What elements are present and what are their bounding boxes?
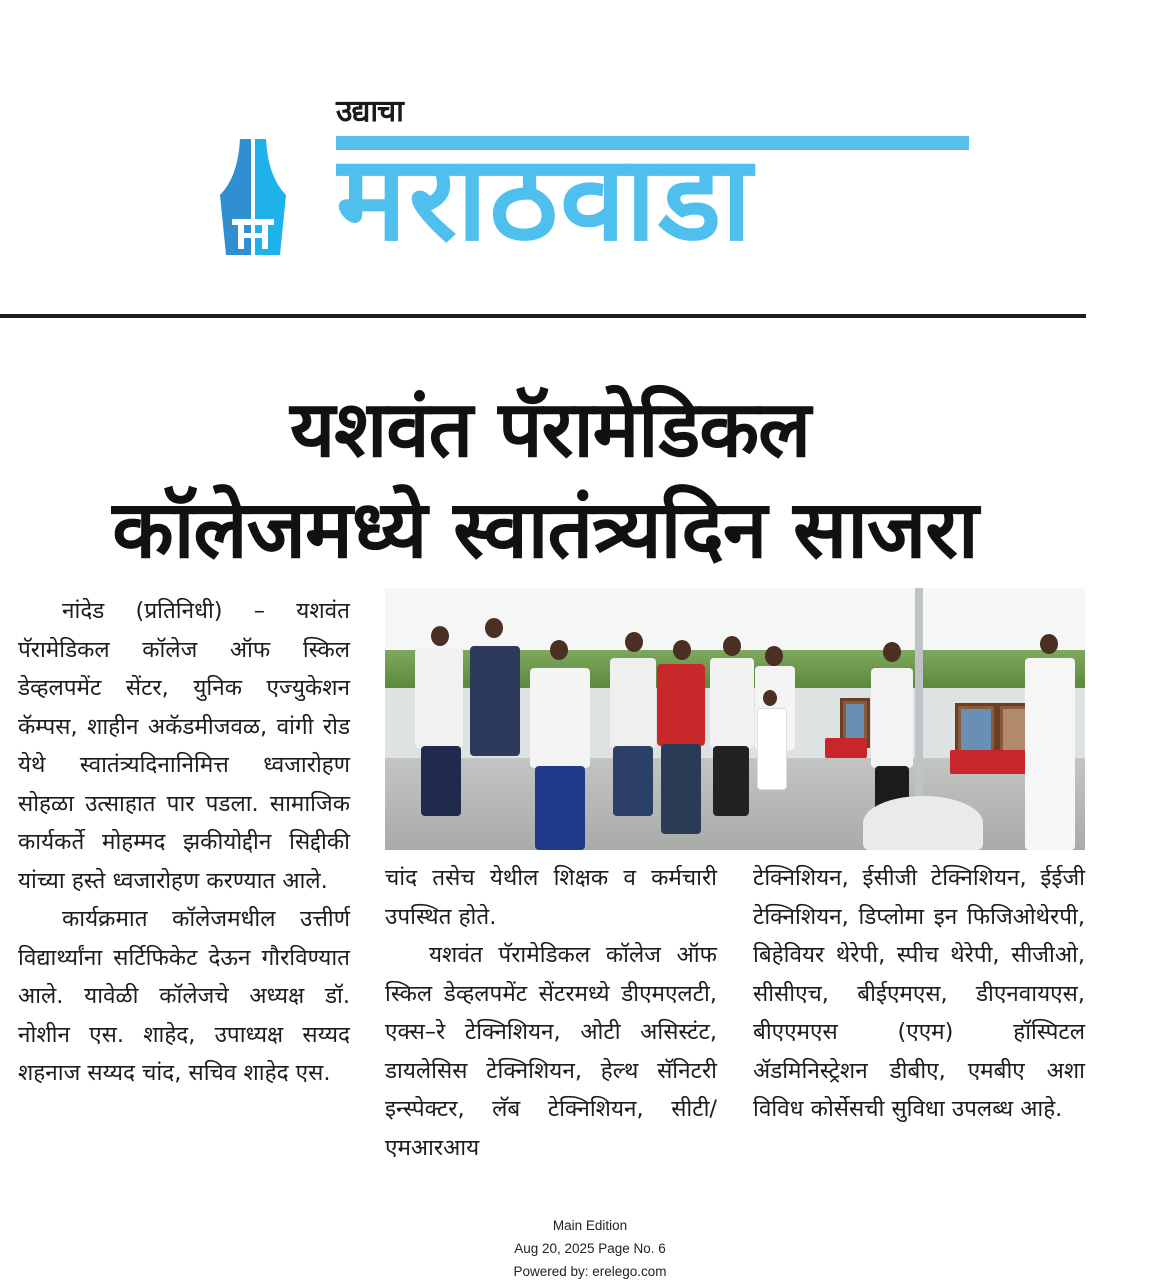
- photo-person: [871, 668, 913, 768]
- photo-person-trousers: [535, 766, 585, 850]
- photo-person: [415, 648, 463, 748]
- photo-child-head: [763, 690, 777, 706]
- article-paragraph: चांद तसेच येथील शिक्षक व कर्मचारी उपस्थित होते.: [385, 865, 717, 930]
- article-column-1: [18, 592, 350, 1093]
- photo-person-head: [723, 636, 741, 656]
- photo-person: [657, 664, 705, 746]
- photo-person-head: [673, 640, 691, 660]
- photo-person-trousers: [613, 746, 653, 816]
- photo-person-trousers: [713, 746, 749, 816]
- photo-person-head: [485, 618, 503, 638]
- photo-person-head: [550, 640, 568, 660]
- photo-person-head: [883, 642, 901, 662]
- photo-flag-pole: [915, 588, 923, 818]
- photo-person-trousers: [421, 746, 461, 816]
- photo-person-head: [431, 626, 449, 646]
- pen-nib-logo-icon: [218, 137, 288, 262]
- photo-person-head: [765, 646, 783, 666]
- edition-label: Main Edition: [552, 1218, 628, 1233]
- headline-line-1: यशवंत पॅरामेडिकल: [289, 385, 811, 475]
- article-paragraph: कार्यक्रमात कॉलेजमधील उत्तीर्ण विद्यार्थ्यांना सर्टिफिकेट देऊन गौरविण्यात आले. यावेळी कॉलेजचे अध्यक्ष डॉ. नोशीन एस. शाहेद, उपाध्यक्ष सय्यद शहनाज सय्यद चांद, सचिव शाहेद एस.: [18, 906, 350, 1086]
- photo-person-head: [625, 632, 643, 652]
- newspaper-brand-name: मराठवाडा: [336, 136, 754, 260]
- photo-red-chair: [825, 738, 867, 758]
- photo-person-head: [1040, 634, 1058, 654]
- date-page-label: Aug 20, 2025 Page No. 6: [514, 1241, 666, 1256]
- powered-by-label: Powered by: erelego.com: [513, 1264, 667, 1279]
- photo-person: [610, 658, 656, 748]
- article-paragraph: टेक्निशियन, ईसीजी टेक्निशियन, ईईजी टेक्निशियन, डिप्लोमा इन फिजिओथेरपी, बिहेवियर थेरेपी, स्पीच थेरेपी, सीजीओ, सीसीएच, बीईएमएस, डीएनवायएस, बीएएमएस (एएम) हॉस्पिटल ॲडमिनिस्ट्रेशन डीबीए, एमबीए अशा विविध कोर्सेसची सुविधा उपलब्ध आहे.: [753, 865, 1085, 1122]
- article-paragraph: यशवंत पॅरामेडिकल कॉलेज ऑफ स्किल डेव्हलपमेंट सेंटरमध्ये डीएमएलटी, एक्स–रे टेक्निशियन, ओटी असिस्टंट, डायलेसिस टेक्निशियन, हेल्थ सॅनिटरी इन्स्पेक्टर, लॅब टेक्निशियन, सीटी/एमआरआय: [385, 942, 717, 1161]
- photo-person: [470, 646, 520, 756]
- article-headline: [0, 380, 1100, 580]
- masthead-divider: [0, 314, 1086, 318]
- masthead: [0, 0, 1174, 320]
- article-column-2: [385, 859, 717, 1167]
- article-paragraph: नांदेड (प्रतिनिधी) – यशवंत पॅरामेडिकल कॉलेज ऑफ स्किल डेव्हलपमेंट सेंटर, युनिक एज्युकेशन कॅम्पस, शाहीन अकॅडमीजवळ, वांगी रोड येथे स्वातंत्र्यदिनानिमित्त ध्वजारोहण सोहळा उत्साहात पार पडला. सामाजिक कार्यकर्ते मोहम्मद झकीयोद्दीन सिद्दीकी यांच्या हस्ते ध्वजारोहण करण्यात आले.: [18, 598, 350, 894]
- headline-line-2: कॉलेजमध्ये स्वातंत्र्यदिन साजरा: [112, 483, 978, 576]
- masthead-tagline: उद्याचा: [336, 94, 403, 129]
- photo-child: [757, 708, 787, 790]
- photo-person-trousers: [661, 744, 701, 834]
- photo-person: [530, 668, 590, 768]
- photo-person: [1025, 658, 1075, 850]
- article-column-3: [753, 859, 1085, 1129]
- article-photo: [385, 588, 1085, 850]
- photo-flag-pole-base: [863, 796, 983, 850]
- page-footer: [440, 1214, 740, 1283]
- photo-person: [710, 658, 754, 748]
- photo-red-chair: [950, 750, 996, 774]
